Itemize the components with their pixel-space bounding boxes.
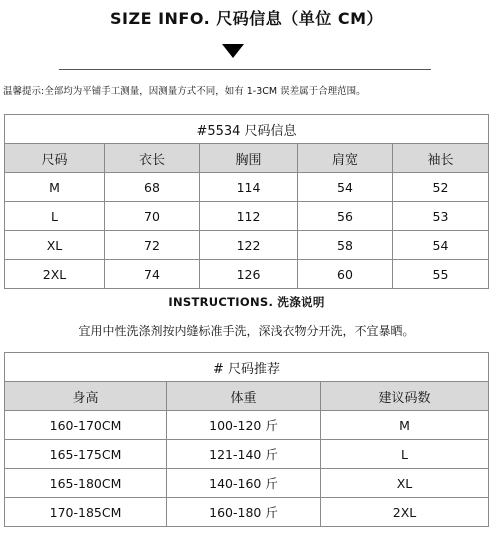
table-cell: 52	[393, 173, 489, 202]
table-cell: 72	[105, 231, 200, 260]
table-cell: L	[321, 440, 489, 469]
table-cell: 55	[393, 260, 489, 289]
heading-divider	[59, 69, 431, 70]
size-info-heading: SIZE INFO. 尺码信息（单位 CM）	[110, 9, 383, 28]
table-row	[5, 440, 489, 469]
table-cell: 160-180 斤	[167, 498, 321, 527]
instructions-text: 宜用中性洗涤剂按内缝标准手洗，深浅衣物分开洗，不宜暴晒。	[78, 324, 415, 338]
table-cell: L	[5, 202, 105, 231]
table-row	[5, 260, 489, 289]
table-cell: 100-120 斤	[167, 411, 321, 440]
table-cell: 112	[200, 202, 298, 231]
column-header: 袖长	[393, 144, 489, 173]
column-header: 尺码	[5, 144, 105, 173]
table-cell: 2XL	[5, 260, 105, 289]
table-cell: 121-140 斤	[167, 440, 321, 469]
table-cell: 122	[200, 231, 298, 260]
down-arrow-icon	[222, 44, 244, 58]
table-cell: 68	[105, 173, 200, 202]
table-row	[5, 498, 489, 527]
size-table	[4, 114, 489, 289]
column-header: 体重	[167, 382, 321, 411]
table-row	[5, 173, 489, 202]
size-table-title: #5534 尺码信息	[5, 115, 489, 144]
table-row	[5, 231, 489, 260]
table-cell: 58	[298, 231, 393, 260]
table-row	[5, 202, 489, 231]
measurement-tip: 温馨提示:全部均为平铺手工测量，因测量方式不同，如有 1-3CM 误差属于合理范围。	[3, 86, 366, 97]
table-cell: 165-175CM	[5, 440, 167, 469]
column-header: 胸围	[200, 144, 298, 173]
column-header: 建议码数	[321, 382, 489, 411]
instructions-title: INSTRUCTIONS. 洗涤说明	[168, 295, 325, 309]
table-cell: 126	[200, 260, 298, 289]
column-header: 肩宽	[298, 144, 393, 173]
table-cell: M	[321, 411, 489, 440]
table-cell: 70	[105, 202, 200, 231]
table-cell: 54	[393, 231, 489, 260]
recommendation-table-title: # 尺码推荐	[5, 353, 489, 382]
table-cell: 54	[298, 173, 393, 202]
table-row	[5, 469, 489, 498]
table-cell: 140-160 斤	[167, 469, 321, 498]
table-cell: 114	[200, 173, 298, 202]
size-recommendation-table	[4, 352, 489, 527]
column-header: 衣长	[105, 144, 200, 173]
table-cell: 60	[298, 260, 393, 289]
table-cell: 160-170CM	[5, 411, 167, 440]
table-cell: XL	[321, 469, 489, 498]
table-cell: M	[5, 173, 105, 202]
table-cell: 74	[105, 260, 200, 289]
table-cell: 170-185CM	[5, 498, 167, 527]
column-header: 身高	[5, 382, 167, 411]
table-cell: 2XL	[321, 498, 489, 527]
table-cell: 165-180CM	[5, 469, 167, 498]
table-cell: 53	[393, 202, 489, 231]
table-row	[5, 411, 489, 440]
table-cell: 56	[298, 202, 393, 231]
table-cell: XL	[5, 231, 105, 260]
